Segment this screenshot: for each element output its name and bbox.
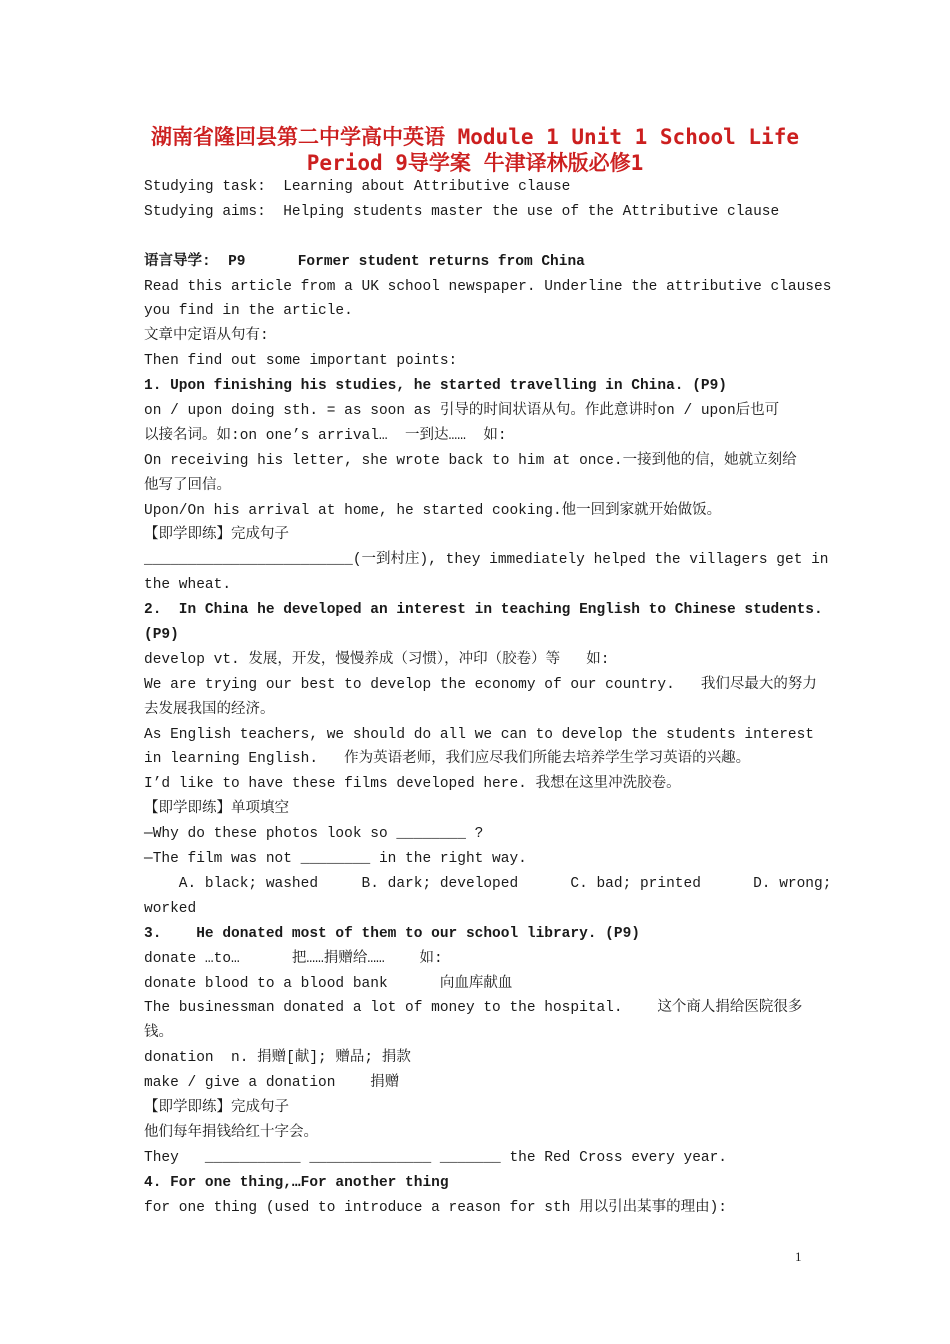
text-line: donate blood to a blood bank 向血库献血 [144,975,513,992]
text-line: Upon/On his arrival at home, he started cooking.他一回到家就开始做饭。 [144,502,722,519]
document-title-line-2: Period 9导学案 牛津译林版必修1 [306,151,644,175]
text-line: donate …to… 把……捐赠给…… 如: [144,950,443,967]
text-line: 2. In China he developed an interest in teaching English to Chinese students. [144,602,823,619]
text-line: I’d like to have these films developed here. 我想在这里冲洗胶卷。 [144,776,681,793]
text-line: 以接名词。如:on one’s arrival… 一到达…… 如: [144,427,507,444]
text-line: 语言导学: P9 Former student returns from China [144,253,585,270]
document-body [144,175,832,1220]
text-line: 钱。 [144,1025,173,1042]
text-line: 【即学即练】完成句子 [144,527,289,544]
text-line: (P9) [144,627,179,644]
text-line: 【即学即练】完成句子 [144,1099,289,1116]
text-line: in learning English. 作为英语老师，我们应尽我们所能去培养学生学习英语的兴趣。 [144,751,751,768]
text-line: worked [144,900,197,917]
text-line: ________________________(一到村庄), they immediately helped the villagers get in [144,552,829,569]
text-line: On receiving his letter, she wrote back to him at once.一接到他的信，她就立刻给 [144,452,797,469]
text-line: Studying aims: Helping students master the use of the Attributive clause [144,203,780,220]
text-line: 1. Upon finishing his studies, he started travelling in China. (P9) [144,378,727,395]
text-line: on / upon doing sth. = as soon as 引导的时间状语从句。作此意讲时on / upon后也可 [144,403,780,420]
text-line: for one thing (used to introduce a reason for sth 用以引出某事的理由): [144,1199,727,1216]
text-line: donation n. 捐赠[献]; 赠品; 捐款 [144,1050,411,1067]
page-number: 1 [795,1249,802,1264]
text-line: —Why do these photos look so ________ ? [144,826,484,843]
text-line: Studying task: Learning about Attributive clause [144,179,571,195]
text-line: the wheat. [144,577,232,594]
document-title-line-1: 湖南省隆回县第二中学高中英语 Module 1 Unit 1 School Life [150,125,799,149]
text-line: Then find out some important points: [144,353,458,370]
text-line: 他写了回信。 [144,477,231,494]
text-line: A. black; washed B. dark; developed C. bad; printed D. wrong; [144,875,832,892]
text-line: 文章中定语从句有: [144,328,269,345]
text-line: —The film was not ________ in the right way. [144,851,527,868]
text-line: 【即学即练】单项填空 [144,801,289,818]
blank-line [144,225,808,250]
text-line: Read this article from a UK school newspaper. Underline the attributive clauses [144,278,832,295]
text-line: They ___________ ______________ _______ the Red Cross every year. [144,1149,727,1166]
text-line: you find in the article. [144,303,353,320]
text-line: develop vt. 发展，开发，慢慢养成（习惯），冲印（胶卷）等 如: [144,651,610,668]
text-line: As English teachers, we should do all we can to develop the students interest [144,726,815,743]
text-line: 3. He donated most of them to our school library. (P9) [144,925,640,942]
text-line: 去发展我国的经济。 [144,701,275,718]
text-line: make / give a donation 捐赠 [144,1075,400,1092]
text-line: 他们每年捐钱给红十字会。 [144,1124,318,1141]
text-line: The businessman donated a lot of money to the hospital. 这个商人捐给医院很多 [144,1000,803,1017]
text-line: We are trying our best to develop the economy of our country. 我们尽最大的努力 [144,676,817,693]
text-line: 4. For one thing,…For another thing [144,1174,449,1191]
